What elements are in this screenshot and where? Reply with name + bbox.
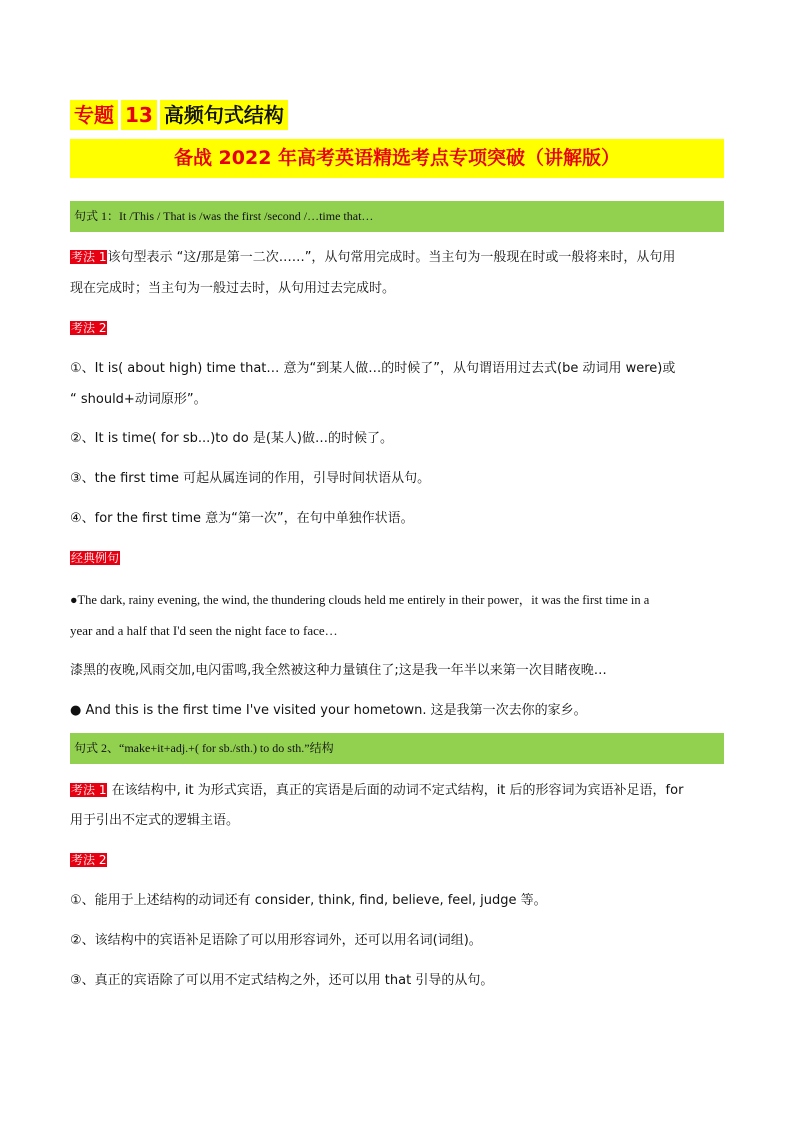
s1-item3: ③、the first time 可起从属连词的作用，引导时间状语从句。 (70, 471, 431, 486)
s1-point1-line2: 现在完成时；当主句为一般过去时，从句用过去完成时。 (70, 281, 396, 296)
s1-example-tag: 经典例句 (71, 551, 120, 565)
s1-point2-label (70, 318, 724, 339)
s1-ex1-cn: 漆黑的夜晚,风雨交加,电闪雷鸣,我全然被这种力量镇住了;这是我一年半以来第一次目睹夜晚… (70, 663, 607, 678)
s2-point1-line2: 用于引出不定式的逻辑主语。 (70, 813, 240, 828)
s1-point1-text1: 该句型表示 “这/那是第一二次……”，从句常用完成时。当主句为一般现在时或一般将来时，从句用 (107, 250, 676, 265)
s1-example-label (70, 548, 724, 569)
s1-item1-line2: “ should+动词原形”。 (70, 392, 207, 407)
s1-item1-line1: ①、It is( about high) time that… 意为“到某人做…的时候了”，从句谓语用过去式(be 动词用 were)或 (70, 361, 676, 376)
s1-item4: ④、for the first time 意为“第一次”，在句中单独作状语。 (70, 511, 414, 526)
s2-item1: ①、能用于上述结构的动词还有 consider, think, find, believe, feel, judge 等。 (70, 893, 547, 908)
s2-point2-tag: 考法 2 (71, 853, 107, 867)
title-prefix: 专题 (70, 100, 118, 130)
page-title (70, 100, 288, 130)
s2-point1-text1: 在该结构中, it 为形式宾语，真正的宾语是后面的动词不定式结构，it 后的形容词为宾语补足语，for (107, 783, 684, 798)
s2-point2-label (70, 850, 724, 871)
s2-item2: ②、该结构中的宾语补足语除了可以用形容词外，还可以用名词(词组)。 (70, 933, 482, 948)
title-main: 高频句式结构 (160, 100, 288, 130)
s1-point1-line1 (70, 247, 724, 268)
page-subtitle: 备战 2022 年高考英语精选考点专项突破（讲解版） (70, 139, 724, 178)
section1-heading: 句式 1：It /This / That is /was the first /second /…time that… (70, 201, 724, 232)
s2-point1-tag: 考法 1 (71, 783, 107, 797)
s2-item3: ③、真正的宾语除了可以用不定式结构之外，还可以用 that 引导的从句。 (70, 973, 494, 988)
s1-point1-tag: 考法 1 (71, 250, 107, 264)
s1-ex2: ● And this is the first time I've visited your hometown. 这是我第一次去你的家乡。 (70, 703, 587, 718)
section2-heading: 句式 2、“make+it+adj.+( for sb./sth.) to do sth.”结构 (70, 733, 724, 764)
s2-point1-line1 (70, 780, 724, 801)
s1-ex1-line2: year and a half that I'd seen the night face to face… (70, 623, 338, 638)
s1-point2-tag: 考法 2 (71, 321, 107, 335)
s1-ex1-line1: ●The dark, rainy evening, the wind, the thundering clouds held me entirely in their power，it was the first time in a (70, 593, 650, 607)
s1-item2: ②、It is time( for sb...)to do 是(某人)做…的时候了。 (70, 431, 393, 446)
title-number: 13 (121, 100, 157, 130)
